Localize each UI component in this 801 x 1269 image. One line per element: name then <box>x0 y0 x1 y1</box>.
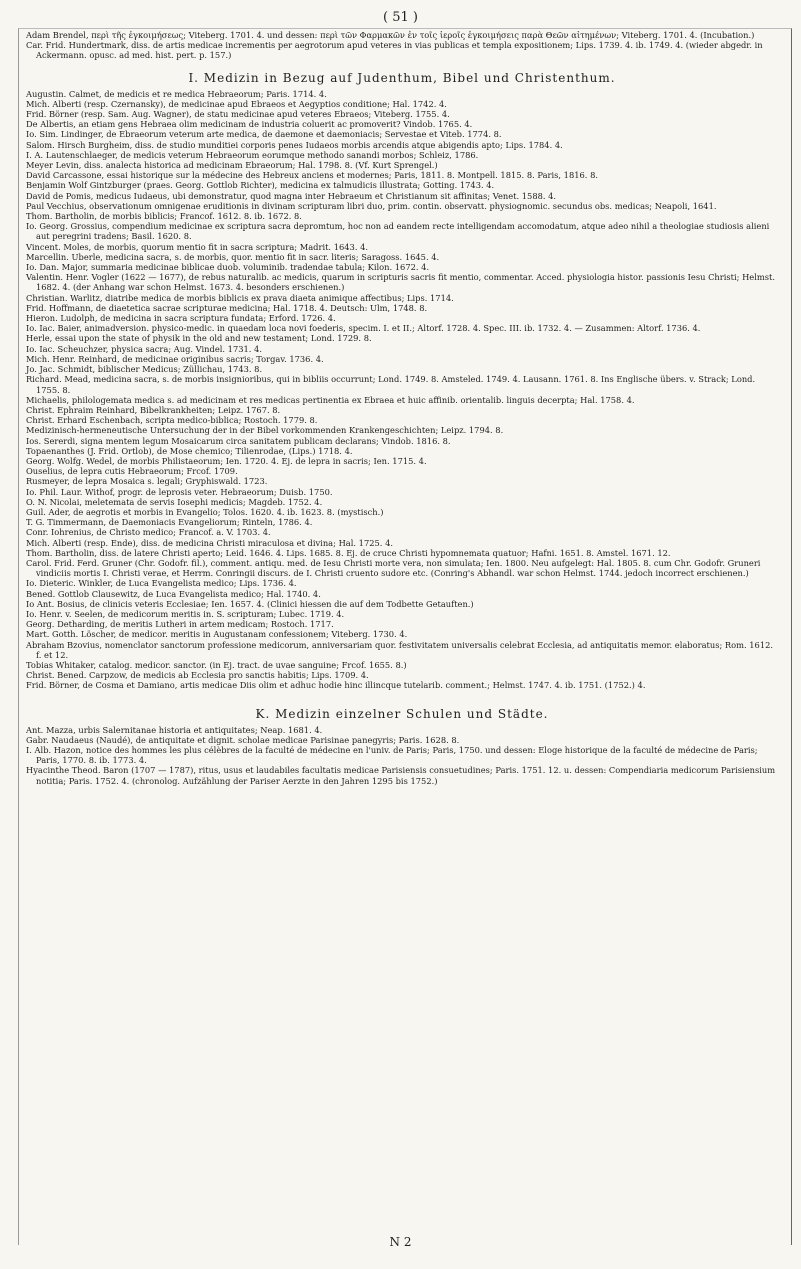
bibliography-entry: Georg. Detharding, de meritis Lutheri in artem medicam; Rostoch. 1717. <box>26 619 334 630</box>
bibliography-entry: Adam Brendel, περὶ τῆς ἐγκοιμήσεως; Viteberg. 1701. 4. und dessen: περὶ τῶν Φαρμακῶν ἐν τοῖς ἱεροῖς ἐγκοιμήσεις παρὰ Θεῶν αἰτημένων; Viteberg. 1701. 4. (Incubation.) <box>26 30 755 40</box>
bibliography-entry: Frid. Börner, de Cosma et Damiano, artis medicae Diis olim et adhuc hodie hinc illincque tutelarib. comment.; Helmst. 1747. 4. ib. 1751. (1752.) 4. <box>26 680 646 691</box>
bibliography-entry: Car. Frid. Hundertmark, diss. de artis medicae incrementis per aegrotorum apud veteres in vias publicas et templa expositionem; Lips. 1739. 4. ib. 1749. 4. (wieder abgedr. in Ackermann. opusc. ad med. hist. pert. p. 157.) <box>26 40 763 61</box>
bibliography-entry: Tobias Whitaker, catalog. medicor. sanctor. (in Ej. tract. de uvae sanguine; Frcof. 1655. 8.) <box>26 659 407 670</box>
bibliography-entry: Frid. Hoffmann, de diaetetica sacrae scripturae medicina; Hal. 1718. 4. Deutsch: Ulm, 1748. 8. <box>26 302 428 313</box>
bibliography-entry: Valentin. Henr. Vogler (1622 — 1677), de rebus naturalib. ac medicis, quarum in scripturis sacris fit mentio, commentar. Acced. physiologia histor. passionis Iesu Christi; Helmst. 1682. 4. (der Anhang war schon Helmst. 1673. 4. besonders erschienen.) <box>26 272 775 293</box>
bibliography-entry: David de Pomis, medicus Iudaeus, ubi demonstratur, quod magna inter Hebraeum et Christianum sit affinitas; Venet. 1588. 4. <box>26 190 557 201</box>
bibliography-entry: Io. Phil. Laur. Withof, progr. de leprosis veter. Hebraeorum; Duisb. 1750. <box>26 486 333 497</box>
bibliography-entry: Hyacinthe Theod. Baron (1707 — 1787), ritus, usus et laudabiles facultatis medicae Parisiensis consuetudines; Paris. 1751. 12. u. dessen: Compendiaria medicorum Parisiensium notitia; Paris. 1752. 4. (chronolog. Aufzählung der Pariser Aerzte in den Jahren 1295 bis 1752.) <box>26 765 776 786</box>
bibliography-entry: Mich. Alberti (resp. Ende), diss. de medicina Christi miraculosa et divina; Hal. 1725. 4. <box>26 537 393 548</box>
bibliography-entry: Meyer Levin, diss. analecta historica ad medicinam Ebraeorum; Hal. 1798. 8. (Vf. Kurt Sprengel.) <box>26 160 438 171</box>
bibliography-entry: Ios. Sererdi, signa mentem legum Mosaicarum circa sanitatem publicam declarans; Vindob. 1816. 8. <box>26 435 451 446</box>
bibliography-entry: Io. Georg. Grossius, compendium medicinae ex scriptura sacra depromtum, hoc non ad eandem recte intelligendam accomodatum, atque adeo nihil a theologiae studiosis alieni aut peregrini tradens; Basil. 1620. 8. <box>26 221 770 242</box>
page-content <box>26 30 778 786</box>
bibliography-entry: De Albertis, an etiam gens Hebraea olim medicinam de industria coluerit ac promoverit? Vindob. 1765. 4. <box>26 119 473 130</box>
bibliography-entry: Ouselius, de lepra cutis Hebraeorum; Frcof. 1709. <box>26 466 238 477</box>
bibliography-entry: Christ. Ephraim Reinhard, Bibelkrankheiten; Leipz. 1767. 8. <box>26 404 281 415</box>
bibliography-entry: Guil. Ader, de aegrotis et morbis in Evangelio; Tolos. 1620. 4. ib. 1623. 8. (mystisch.) <box>26 506 384 517</box>
bibliography-entry: Thom. Bartholin, diss. de latere Christi aperto; Leid. 1646. 4. Lips. 1685. 8. Ej. de cruce Christi hypomnemata quatuor; Hafni. 1651. 8. Amstel. 1671. 12. <box>26 547 671 558</box>
bibliography-entry: Io. Dieteric. Winkler, de Luca Evangelista medico; Lips. 1736. 4. <box>26 578 297 589</box>
bibliography-entry: Hieron. Ludolph, de medicina in sacra scriptura fundata; Erford. 1726. 4. <box>26 313 336 324</box>
bibliography-entry: I. A. Lautenschlaeger, de medicis veterum Hebraeorum eorumque methodo sanandi morbos; Schleiz, 1786. <box>26 149 479 160</box>
section-heading-schulen-staedte: K. Medizin einzelner Schulen und Städte. <box>255 706 549 721</box>
bibliography-entry: Thom. Bartholin, de morbis biblicis; Francof. 1612. 8. ib. 1672. 8. <box>26 211 302 222</box>
bibliography-entry: Carol. Frid. Ferd. Gruner (Chr. Godofr. fil.), comment. antiqu. med. de Iesu Christi morte vera, non simulata; Ien. 1800. Neu aufgelegt: Hal. 1805. 8. cum Chr. Godofr. Gruneri vindiciis mortis I. Christi verae, et Herrm. Conringii discurs. de I. Christi cruento sudore etc. (Conring's Abhandl. war schon Helmst. 1744. jedoch incorrect erschienen.) <box>26 557 761 579</box>
bibliography-entry: Mich. Alberti (resp. Czernansky), de medicinae apud Ebraeos et Aegyptios conditione; Hal. 1742. 4. <box>26 98 447 109</box>
bibliography-entry: I. Alb. Hazon, notice des hommes les plus célèbres de la faculté de médecine en l'univ. de Paris; Paris, 1750. und dessen: Eloge historique de la faculté de médecine de Paris; Paris, 1770. 8. ib. 1773. 4. <box>26 745 758 766</box>
bibliography-entry: Frid. Börner (resp. Sam. Aug. Wagner), de statu medicinae apud veteres Ebraeos; Viteberg. 1755. 4. <box>26 109 450 120</box>
page-number: ( 51 ) <box>383 10 418 25</box>
bibliography-entry: Topaenanthes (J. Frid. Ortlob), de Mose chemico; Tilienrodae, (Lips.) 1718. 4. <box>26 445 353 456</box>
bibliography-entry: Herle, essai upon the state of physik in the old and new testament; Lond. 1729. 8. <box>26 333 372 344</box>
bibliography-entry: Paul Vecchius, observationum omnigenae eruditionis in divinam scripturam libri duo, prim. contin. observatt. physiognomic. secundus obs. medicas; Neapoli, 1641. <box>26 200 717 211</box>
section-entries-schulen-staedte <box>26 725 778 786</box>
bibliography-entry: O. N. Nicolai, meletemata de servis Iosephi medicis; Magdeb. 1752. 4. <box>26 496 323 507</box>
bibliography-entry: Io. Henr. v. Seelen, de medicorum meritis in. S. scripturam; Lubec. 1719. 4. <box>26 608 345 619</box>
bibliography-entry: Salom. Hirsch Burgheim, diss. de studio munditiei corporis penes Iudaeos morbis arcendis atque abigendis apto; Lips. 1784. 4. <box>26 139 563 150</box>
bibliography-entry: Benjamin Wolf Gintzburger (praes. Georg. Gottlob Richter), medicina ex talmudicis illustrata; Gotting. 1743. 4. <box>26 180 495 191</box>
bibliography-entry: Marcellin. Uberle, medicina sacra, s. de morbis, quor. mentio fit in sacr. literis; Saragoss. 1645. 4. <box>26 251 440 262</box>
bibliography-entry: Io. Iac. Scheuchzer, physica sacra; Aug. Vindel. 1731. 4. <box>26 343 262 354</box>
bibliography-entry: Christ. Erhard Eschenbach, scripta medico-biblica; Rostoch. 1779. 8. <box>26 415 318 426</box>
section-heading-medizin-bibel: I. Medizin in Bezug auf Judenthum, Bibel und Christenthum. <box>188 70 616 85</box>
bibliography-entry: Io Ant. Bosius, de clinicis veteris Ecclesiae; Ien. 1657. 4. (Clinici hiessen die auf dem Todbette Getauften.) <box>26 598 474 609</box>
bibliography-entry: Conr. Iohrenius, de Christo medico; Francof. a. V. 1703. 4. <box>26 527 271 538</box>
bibliography-entry: Christian. Warlitz, diatribe medica de morbis biblicis ex prava diaeta animique affectibus; Lips. 1714. <box>26 292 454 303</box>
bibliography-entry: Io. Sim. Lindinger, de Ebraeorum veterum arte medica, de daemone et daemoniacis; Servestae et Viteb. 1774. 8. <box>26 129 502 140</box>
bibliography-entry: Michaelis, philologemata medica s. ad medicinam et res medicas pertinentia ex Ebraea et huic affinib. orientalib. linguis decerpta; Hal. 1758. 4. <box>26 394 635 405</box>
bibliography-entry: David Carcassone, essai historique sur la médecine des Hebreux anciens et modernes; Paris, 1811. 8. Montpell. 1815. 8. Paris, 1816. 8. <box>26 170 598 181</box>
bibliography-entry: Christ. Bened. Carpzow, de medicis ab Ecclesia pro sanctis habitis; Lips. 1709. 4. <box>26 670 369 681</box>
bibliography-entry: Io. Dan. Major, summaria medicinae biblicae duob. voluminib. tradendae tabula; Kilon. 1672. 4. <box>26 262 430 273</box>
section-entries-medizin-bibel <box>26 89 778 691</box>
bibliography-entry: Augustin. Calmet, de medicis et re medica Hebraeorum; Paris. 1714. 4. <box>26 88 327 99</box>
bibliography-entry: Vincent. Moles, de morbis, quorum mentio fit in sacra scriptura; Madrit. 1643. 4. <box>26 241 369 252</box>
bibliography-entry: Mart. Gotth. Löscher, de medicor. meritis in Augustanam confessionem; Viteberg. 1730. 4. <box>26 629 408 640</box>
bibliography-entry: Jo. Jac. Schmidt, biblischer Medicus; Züllichau, 1743. 8. <box>26 364 263 375</box>
signature-mark: N 2 <box>389 1235 412 1249</box>
bibliography-entry: Mich. Henr. Reinhard, de medicinae originibus sacris; Torgav. 1736. 4. <box>26 353 324 364</box>
bibliography-entry: Georg. Wolfg. Wedel, de morbis Philistaeorum; Ien. 1720. 4. Ej. de lepra in sacris; Ien. 1715. 4. <box>26 455 427 466</box>
bibliography-entry: Richard. Mead, medicina sacra, s. de morbis insignioribus, qui in bibliis occurrunt; Lond. 1749. 8. Amsteled. 1749. 4. Lausann. 1761. 8. Ins Englische übers. v. Strack; Lond. 1755. 8. <box>26 374 756 395</box>
bibliography-entry: Gabr. Naudaeus (Naudé), de antiquitate et dignit. scholae medicae Parisinae panegyris; Paris. 1628. 8. <box>26 734 460 745</box>
bibliography-entry: Ant. Mazza, urbis Salernitanae historia et antiquitates; Neap. 1681. 4. <box>26 724 323 735</box>
intro-entries <box>26 30 778 61</box>
bibliography-entry: Bened. Gottlob Clausewitz, de Luca Evangelista medico; Hal. 1740. 4. <box>26 588 321 599</box>
bibliography-entry: Medizinisch-hermeneutische Untersuchung der in der Bibel vorkommenden Krankengeschichten; Leipz. 1794. 8. <box>26 425 504 436</box>
bibliography-entry: Io. Iac. Baier, animadversion. physico-medic. in quaedam loca novi foederis, specim. I. et II.; Altorf. 1728. 4. Spec. III. ib. 1732. 4. — Zusammen: Altorf. 1736. 4. <box>26 323 701 334</box>
bibliography-entry: Rusmeyer, de lepra Mosaica s. legali; Gryphiswald. 1723. <box>26 476 268 487</box>
bibliography-entry: T. G. Timmermann, de Daemoniacis Evangeliorum; Rinteln, 1786. 4. <box>26 517 313 528</box>
bibliography-entry: Abraham Bzovius, nomenclator sanctorum professione medicorum, anniversariam quor. festivitatem universalis celebrat Ecclesia, ad antiquitatis memor. elaboratus; Rom. 1612. f. et 12. <box>26 639 774 660</box>
